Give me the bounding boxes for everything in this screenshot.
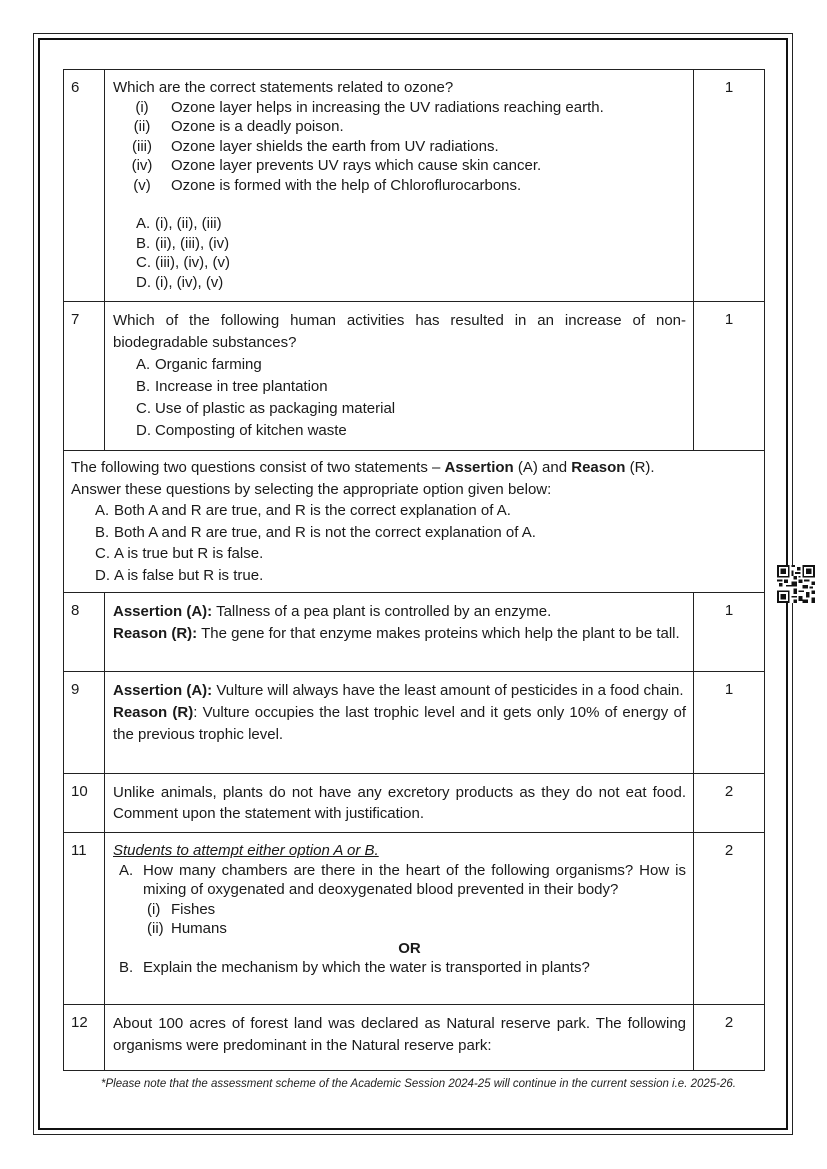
instructions-line-2: Answer these questions by selecting the appropriate option given below: — [71, 480, 552, 498]
option-text: (i), (iv), (v) — [155, 273, 224, 291]
option-label: C. — [95, 545, 110, 562]
question-number: 7 — [64, 302, 105, 451]
statement-text: Ozone layer shields the earth from UV radiations. — [171, 137, 499, 155]
question-marks: 1 — [694, 593, 765, 672]
assertion-statement — [113, 601, 686, 623]
option-text: (i), (ii), (iii) — [155, 215, 222, 232]
question-row-11 — [64, 833, 765, 1005]
option-label: B. — [119, 959, 134, 976]
sub-item — [113, 919, 686, 939]
sub-item-label: (ii) — [147, 920, 164, 937]
option-text: Explain the mechanism by which the water is transported in plants? — [143, 959, 590, 976]
assertion-statement — [113, 680, 686, 702]
answer-option — [71, 543, 758, 565]
question-marks: 1 — [694, 302, 765, 451]
option-text: (iii), (iv), (v) — [155, 254, 230, 271]
option-label: C. — [136, 254, 151, 271]
option-text: Use of plastic as packaging material — [155, 400, 396, 417]
assertion-label: Assertion (A): — [113, 603, 213, 620]
footnote: *Please note that the assessment scheme of the Academic Session 2024-25 will continue in the current session i.e. 2025-26. — [101, 1078, 736, 1090]
option-text: A is false but R is true. — [114, 566, 264, 584]
qr-code-icon — [777, 565, 815, 603]
answer-option — [113, 214, 686, 234]
statement-text: Ozone layer prevents UV rays which cause skin cancer. — [171, 157, 542, 174]
question-number: 12 — [64, 1005, 105, 1071]
reason-statement — [113, 702, 686, 746]
question-body — [105, 302, 694, 451]
question-number: 6 — [64, 70, 105, 302]
question-number: 10 — [64, 774, 105, 833]
question-body — [105, 70, 694, 302]
answer-option — [71, 522, 758, 544]
option-label: D. — [136, 273, 151, 291]
question-marks: 2 — [694, 833, 765, 1005]
answer-option — [113, 354, 686, 376]
question-table — [63, 69, 765, 1071]
answer-option — [71, 500, 758, 522]
question-body — [105, 833, 694, 1005]
option-b — [113, 958, 686, 978]
option-a — [113, 861, 686, 900]
question-body — [105, 672, 694, 774]
choice-instruction: Students to attempt either option A or B. — [113, 842, 379, 859]
reason-label: Reason (R): — [113, 625, 198, 642]
assertion-reason-instructions-row — [64, 451, 765, 593]
question-row-7 — [64, 302, 765, 451]
reason-label: Reason (R) — [113, 704, 194, 721]
option-text: Both A and R are true, and R is not the correct explanation of A. — [114, 523, 536, 541]
statement-label: (ii) — [133, 118, 151, 135]
option-text: Organic farming — [155, 356, 262, 373]
answer-option — [113, 420, 686, 442]
statement-text: Ozone is formed with the help of Chloroflurocarbons. — [171, 176, 522, 194]
question-body — [105, 593, 694, 672]
statement-item — [113, 156, 686, 176]
statement-label: (iv) — [131, 157, 153, 174]
option-label: B. — [136, 378, 151, 395]
statement-item — [113, 117, 686, 137]
option-label: A. — [136, 356, 151, 373]
sub-item-label: (i) — [147, 900, 161, 918]
reason-statement — [113, 623, 686, 645]
statement-text: Ozone layer helps in increasing the UV radiations reaching earth. — [171, 98, 604, 116]
reason-text: : Vulture occupies the last trophic level and it gets only 10% of energy of the previous trophic level. — [113, 704, 686, 743]
answer-option — [71, 565, 758, 587]
option-label: C. — [136, 400, 151, 417]
option-label: D. — [95, 566, 110, 584]
question-marks: 2 — [694, 774, 765, 833]
question-marks: 1 — [694, 70, 765, 302]
question-prompt: Which of the following human activities has resulted in an increase of non-biodegradable substances? — [113, 312, 686, 351]
statement-label: (iii) — [132, 137, 152, 155]
option-label: B. — [136, 234, 151, 252]
option-text: How many chambers are there in the heart of the following organisms? How is mixing of oxygenated and deoxygenated blood prevented in their body? — [143, 861, 686, 898]
question-row-12 — [64, 1005, 765, 1071]
assertion-text: Tallness of a pea plant is controlled by an enzyme. — [212, 603, 552, 620]
or-separator: OR — [398, 939, 421, 957]
answer-option — [113, 253, 686, 273]
question-row-6 — [64, 70, 765, 302]
option-text: Composting of kitchen waste — [155, 422, 347, 439]
question-marks: 1 — [694, 672, 765, 774]
question-number: 8 — [64, 593, 105, 672]
statement-item — [113, 98, 686, 118]
answer-option — [113, 273, 686, 293]
reason-text: The gene for that enzyme makes proteins which help the plant to be tall. — [197, 625, 680, 642]
sub-item-text: Humans — [171, 920, 227, 937]
option-label: A. — [119, 861, 134, 879]
statement-label: (v) — [133, 176, 151, 194]
option-text: (ii), (iii), (iv) — [155, 234, 230, 252]
option-text: A is true but R is false. — [114, 545, 264, 562]
statement-label: (i) — [135, 98, 149, 116]
option-label: A. — [95, 502, 110, 519]
sub-item-text: Fishes — [171, 900, 216, 918]
statement-item — [113, 176, 686, 196]
answer-option — [113, 234, 686, 254]
question-number: 11 — [64, 833, 105, 1005]
question-prompt: Which are the correct statements related to ozone? — [113, 79, 454, 96]
option-text: Increase in tree plantation — [155, 378, 328, 395]
option-label: D. — [136, 422, 151, 439]
question-number: 9 — [64, 672, 105, 774]
statement-text: Ozone is a deadly poison. — [171, 118, 344, 135]
instructions-line-1: The following two questions consist of two statements – Assertion (A) and Reason (R). — [71, 459, 655, 476]
assertion-text: Vulture will always have the least amount of pesticides in a food chain. — [212, 682, 684, 699]
reason-word: Reason — [571, 459, 626, 476]
question-marks: 2 — [694, 1005, 765, 1071]
question-row-9 — [64, 672, 765, 774]
question-row-10 — [64, 774, 765, 833]
option-label: B. — [95, 523, 110, 541]
question-text: Unlike animals, plants do not have any excretory products as they do not eat food. Comment upon the statement with justification. — [105, 774, 694, 833]
answer-option — [113, 398, 686, 420]
assertion-reason-instructions — [64, 451, 765, 593]
statement-item — [113, 137, 686, 157]
sub-item — [113, 900, 686, 920]
question-text: About 100 acres of forest land was declared as Natural reserve park. The following organisms were predominant in the Natural reserve park: — [105, 1005, 694, 1071]
option-text: Both A and R are true, and R is the correct explanation of A. — [114, 502, 511, 519]
assertion-label: Assertion (A): — [113, 682, 213, 699]
answer-option — [113, 376, 686, 398]
question-row-8 — [64, 593, 765, 672]
option-label: A. — [136, 215, 151, 232]
assertion-word: Assertion — [444, 459, 514, 476]
